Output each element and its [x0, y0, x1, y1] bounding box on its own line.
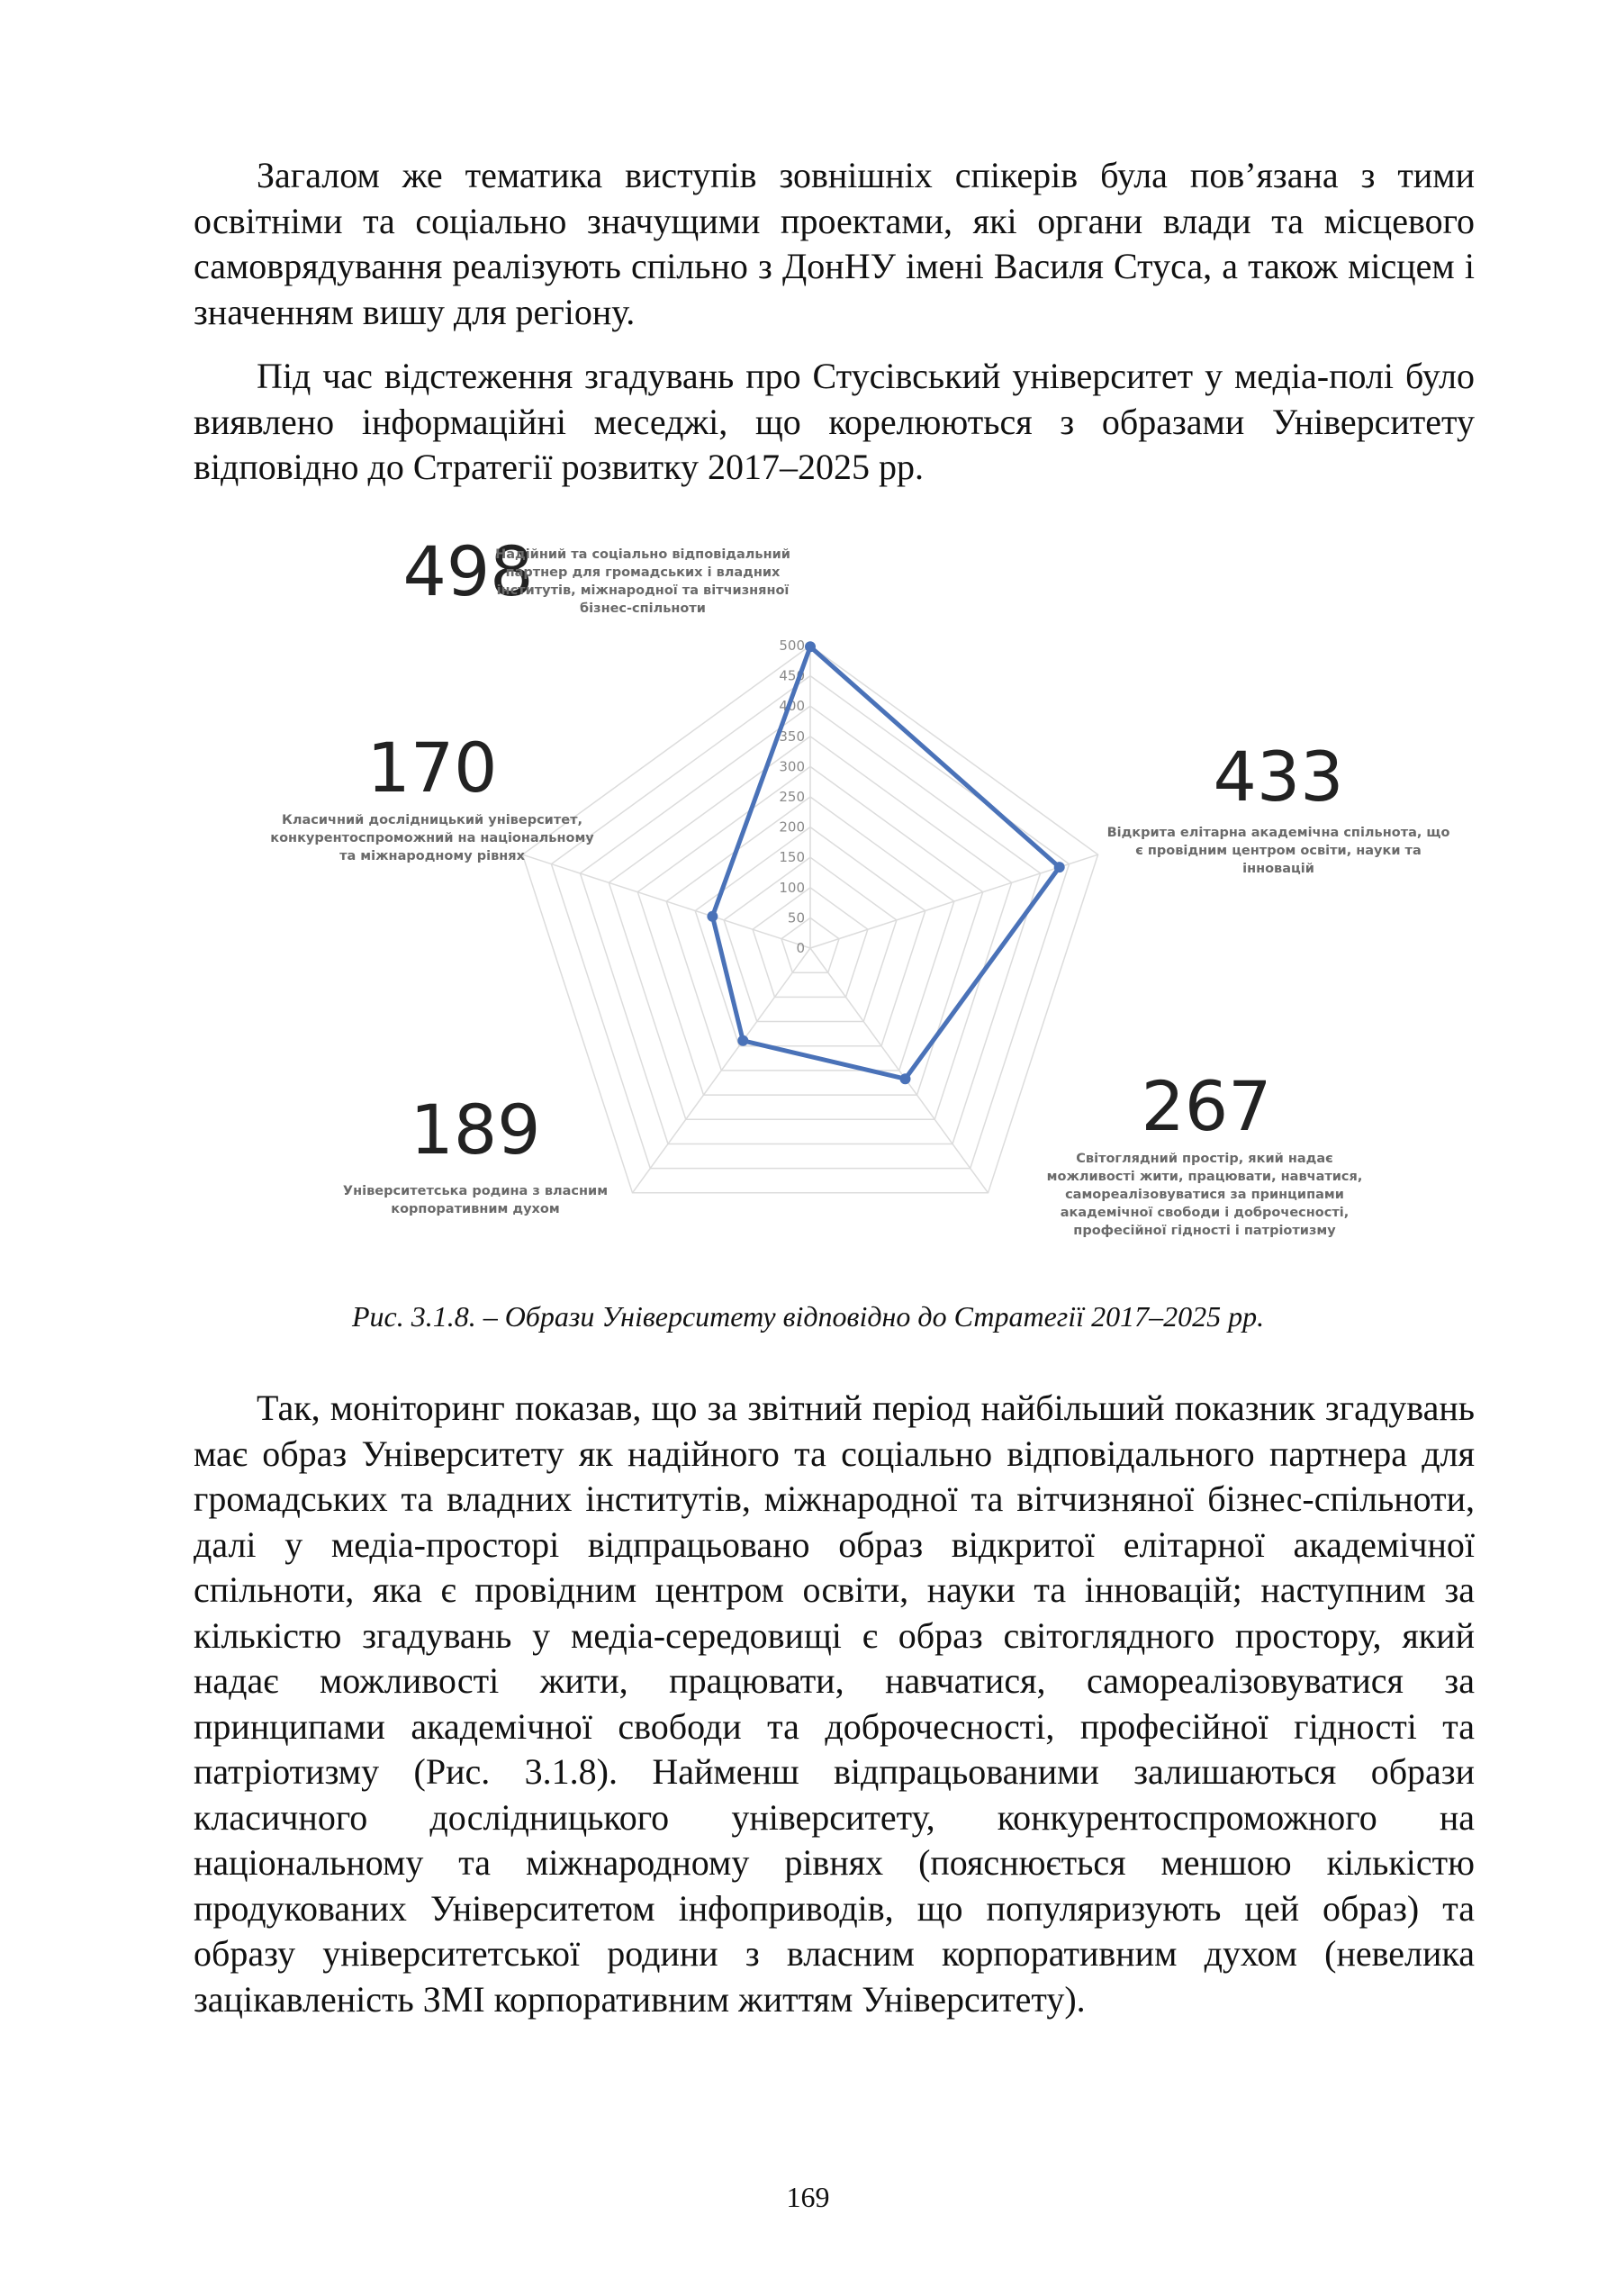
- data-series-line: [712, 646, 1059, 1079]
- data-point: [900, 1073, 911, 1084]
- value-label: 433: [1213, 737, 1344, 817]
- value-label: 267: [1141, 1066, 1272, 1146]
- category-label: корпоративним духом: [391, 1202, 560, 1216]
- axis-tick-label: 400: [779, 698, 805, 715]
- axis-tick-label: 0: [796, 940, 805, 956]
- page-number: 169: [786, 2181, 830, 2213]
- category-label: Світоглядний простір, який надає: [1076, 1152, 1333, 1166]
- grid-spoke: [522, 854, 810, 948]
- category-label: та міжнародному рівнях: [339, 849, 525, 863]
- category-label: партнер для громадських і владних: [505, 565, 781, 580]
- axis-tick-label: 250: [779, 789, 805, 805]
- axis-tick-label: 150: [779, 849, 805, 866]
- value-label: 498: [402, 531, 534, 611]
- category-label: інновацій: [1242, 862, 1314, 876]
- category-label: є провідним центром освіти, науки та: [1135, 844, 1422, 858]
- axis-tick-label: 200: [779, 818, 805, 836]
- value-label: 189: [410, 1089, 541, 1170]
- category-label: інститутів, міжнародної та вітчизняної: [496, 583, 790, 598]
- paragraph-1: Загалом же тематика виступів зовнішніх спікерів була пов’язана з тими освітніми та соціально значущими проектами, які органи влади та місцевого самоврядування реалізують спільно з ДонНУ імені Василя Стуса, а також місцем і значенням вишу для регіону.: [194, 155, 1475, 332]
- category-label: конкурентоспроможний на національному: [270, 831, 594, 845]
- radar-chart-svg: [270, 518, 1476, 1274]
- data-point: [707, 911, 718, 922]
- data-point: [1054, 862, 1065, 872]
- data-point: [805, 641, 816, 652]
- value-label: 170: [366, 728, 498, 808]
- category-label: Класичний дослідницький університет,: [282, 813, 582, 827]
- category-label: професійної гідності і патріотизму: [1073, 1224, 1336, 1238]
- paragraph-2: Під час відстеження згадувань про Стусівський університет у медіа-полі було виявлено інформаційні меседжі, що корелюються з образами Університету відповідно до Стратегії розвитку 2017–2025 рр.: [194, 356, 1475, 487]
- category-label: Університетська родина з власним: [342, 1184, 609, 1198]
- axis-tick-label: 350: [779, 728, 805, 745]
- axis-tick-label: 450: [779, 667, 805, 684]
- axis-tick-label: 500: [779, 637, 805, 654]
- radar-chart: [270, 518, 1476, 1274]
- axis-tick-label: 100: [779, 879, 805, 896]
- category-label: самореалізовуватися за принципами: [1065, 1188, 1344, 1202]
- category-label: бізнес-спільноти: [580, 601, 706, 616]
- figure-caption: Рис. 3.1.8. – Образи Університету відповідно до Стратегії 2017–2025 рр.: [351, 1300, 1265, 1333]
- axis-tick-label: 50: [787, 909, 805, 927]
- category-label: Надійний та соціально відповідальний: [495, 547, 790, 562]
- paragraph-3: Так, моніторинг показав, що за звітний період найбільший показник згадувань має образ Університету як надійного та соціально відповідального партнера для громадських та владних інститутів, міжнародної та вітчизняної бізнес-спільноти, далі у медіа-просторі відпрацьовано образ відкритої елітарної академічної спільноти, яка є провідним центром освіти, науки та інновацій; наступним за кількістю згадувань у медіа-середовищі є образ світоглядного простору, який надає можливості жити, працювати, навчатися, самореалізовуватися за принципами академічної свободи та доброчесності, професійної гідності та патріотизму (Рис. 3.1.8). Найменш відпрацьованими залишаються образи класичного дослідницького університету, конкурентоспроможного на національному та міжнародному рівнях (пояснюється меншою кількістю продукованих Університетом інфоприводів, що популяризують цей образ) та образу університетської родини з власним корпоративним духом (невелика зацікавленість ЗМІ корпоративним життям Університету).: [194, 1388, 1475, 2020]
- category-label: академічної свободи і доброчесності,: [1060, 1206, 1350, 1220]
- category-label: можливості жити, працювати, навчатися,: [1046, 1170, 1363, 1184]
- data-point: [737, 1035, 748, 1046]
- category-label: Відкрита елітарна академічна спільнота, що: [1106, 826, 1450, 840]
- axis-tick-label: 300: [779, 758, 805, 775]
